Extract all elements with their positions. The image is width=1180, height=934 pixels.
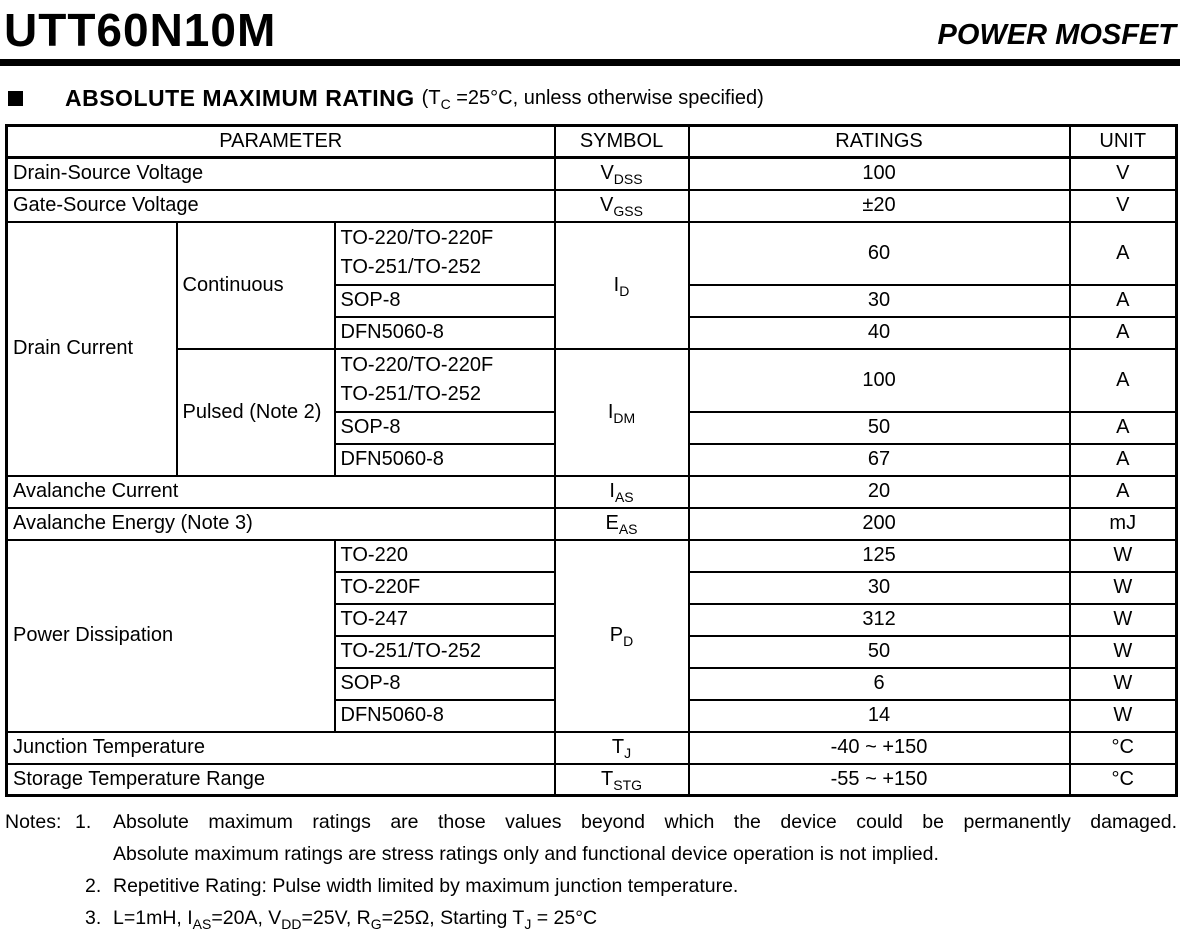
column-header-ratings: RATINGS	[689, 126, 1070, 158]
table-row	[7, 540, 1177, 572]
table-row	[7, 190, 1177, 222]
parameter-cell: Drain-Source Voltage	[7, 158, 555, 190]
section-title: ABSOLUTE MAXIMUM RATING	[65, 84, 415, 111]
unit-cell: A	[1070, 349, 1177, 412]
unit-cell: mJ	[1070, 508, 1177, 540]
package-cell: SOP-8	[335, 285, 555, 317]
unit-cell: A	[1070, 412, 1177, 444]
package-cell: TO-220/TO-220F TO-251/TO-252	[335, 349, 555, 412]
section-condition: ($T_C =25^\circ C$, unless otherwise specified)	[421, 86, 764, 112]
rating-cell: 125	[689, 540, 1070, 572]
note-3-number: 3.	[85, 907, 102, 929]
rating-cell: 200	[689, 508, 1070, 540]
note-3	[85, 902, 1177, 934]
rating-cell: -55 ~ +150	[689, 764, 1070, 796]
unit-cell: A	[1070, 285, 1177, 317]
square-bullet-icon	[8, 91, 23, 106]
part-number: UTT60N10M	[4, 4, 277, 56]
rating-cell: 30	[689, 572, 1070, 604]
unit-cell: W	[1070, 572, 1177, 604]
unit-cell: V	[1070, 158, 1177, 190]
package-cell: DFN5060-8	[335, 700, 555, 732]
table-row	[7, 764, 1177, 796]
note-2	[85, 870, 1177, 902]
rating-cell: ±20	[689, 190, 1070, 222]
rating-cell: 40	[689, 317, 1070, 349]
symbol-cell: $I_{DM}$	[555, 349, 689, 476]
package-cell: TO-247	[335, 604, 555, 636]
package-cell: SOP-8	[335, 412, 555, 444]
parameter-cell: Junction Temperature	[7, 732, 555, 764]
notes-section	[5, 806, 1177, 934]
package-cell: DFN5060-8	[335, 444, 555, 476]
note-3-text: L=1mH, $I_{AS}=20A$, $V_{DD}=25V$, $R_G=25\Omega$, Starting $T_J = 25^\circ C$	[113, 907, 598, 932]
package-cell: TO-220F	[335, 572, 555, 604]
table-row	[7, 158, 1177, 190]
package-cell: TO-220/TO-220F TO-251/TO-252	[335, 222, 555, 285]
unit-cell: A	[1070, 222, 1177, 285]
header-rule	[0, 59, 1180, 66]
column-header-parameter: PARAMETER	[7, 126, 555, 158]
rating-cell: 312	[689, 604, 1070, 636]
unit-cell: A	[1070, 476, 1177, 508]
rating-cell: 50	[689, 412, 1070, 444]
parameter-cell: Gate-Source Voltage	[7, 190, 555, 222]
column-header-symbol: SYMBOL	[555, 126, 689, 158]
unit-cell: W	[1070, 636, 1177, 668]
masthead	[0, 0, 1180, 59]
note-2-number: 2.	[85, 875, 102, 897]
package-cell: SOP-8	[335, 668, 555, 700]
section-heading	[8, 85, 1180, 111]
rating-cell: 67	[689, 444, 1070, 476]
symbol-cell: $E_{AS}$	[555, 508, 689, 540]
note-2-text: Repetitive Rating: Pulse width limited by maximum junction temperature.	[113, 875, 739, 897]
rating-cell: 14	[689, 700, 1070, 732]
absolute-maximum-ratings-table	[5, 124, 1178, 797]
symbol-cell: $I_D$	[555, 222, 689, 349]
rating-cell: 100	[689, 349, 1070, 412]
symbol-cell: $T_{STG}$	[555, 764, 689, 796]
unit-cell: V	[1070, 190, 1177, 222]
symbol-cell: $P_D$	[555, 540, 689, 732]
symbol-cell: $I_{AS}$	[555, 476, 689, 508]
table-row	[7, 222, 1177, 285]
notes-label: Notes:	[5, 811, 62, 833]
table-row	[7, 349, 1177, 412]
condition-cell-pulsed: Pulsed (Note 2)	[177, 349, 335, 476]
note-1-line-1	[5, 806, 1177, 838]
table-row	[7, 508, 1177, 540]
column-header-unit: UNIT	[1070, 126, 1177, 158]
rating-cell: 20	[689, 476, 1070, 508]
package-cell: TO-220	[335, 540, 555, 572]
parameter-cell-drain-current: Drain Current	[7, 222, 177, 476]
parameter-cell-power-dissipation: Power Dissipation	[7, 540, 335, 732]
unit-cell: W	[1070, 604, 1177, 636]
parameter-cell: Storage Temperature Range	[7, 764, 555, 796]
table-row	[7, 732, 1177, 764]
rating-cell: 6	[689, 668, 1070, 700]
unit-cell: W	[1070, 668, 1177, 700]
unit-cell: °C	[1070, 732, 1177, 764]
note-1-text: Absolute maximum ratings are those values beyond which the device could be permanently damaged.	[113, 811, 1177, 833]
rating-cell: -40 ~ +150	[689, 732, 1070, 764]
unit-cell: A	[1070, 444, 1177, 476]
document-type: POWER MOSFET	[937, 19, 1176, 51]
note-1-number: 1.	[75, 811, 92, 833]
table-row	[7, 476, 1177, 508]
unit-cell: W	[1070, 700, 1177, 732]
symbol-cell: $T_J$	[555, 732, 689, 764]
parameter-cell: Avalanche Current	[7, 476, 555, 508]
table-header-row	[7, 126, 1177, 158]
package-cell: TO-251/TO-252	[335, 636, 555, 668]
symbol-cell: $V_{DSS}$	[555, 158, 689, 190]
unit-cell: W	[1070, 540, 1177, 572]
unit-cell: A	[1070, 317, 1177, 349]
rating-cell: 100	[689, 158, 1070, 190]
parameter-cell: Avalanche Energy (Note 3)	[7, 508, 555, 540]
package-cell: DFN5060-8	[335, 317, 555, 349]
condition-cell-continuous: Continuous	[177, 222, 335, 349]
rating-cell: 30	[689, 285, 1070, 317]
note-1-line-2: Absolute maximum ratings are stress ratings only and functional device operation is not implied.	[113, 843, 939, 865]
symbol-cell: $V_{GSS}$	[555, 190, 689, 222]
rating-cell: 60	[689, 222, 1070, 285]
rating-cell: 50	[689, 636, 1070, 668]
unit-cell: °C	[1070, 764, 1177, 796]
